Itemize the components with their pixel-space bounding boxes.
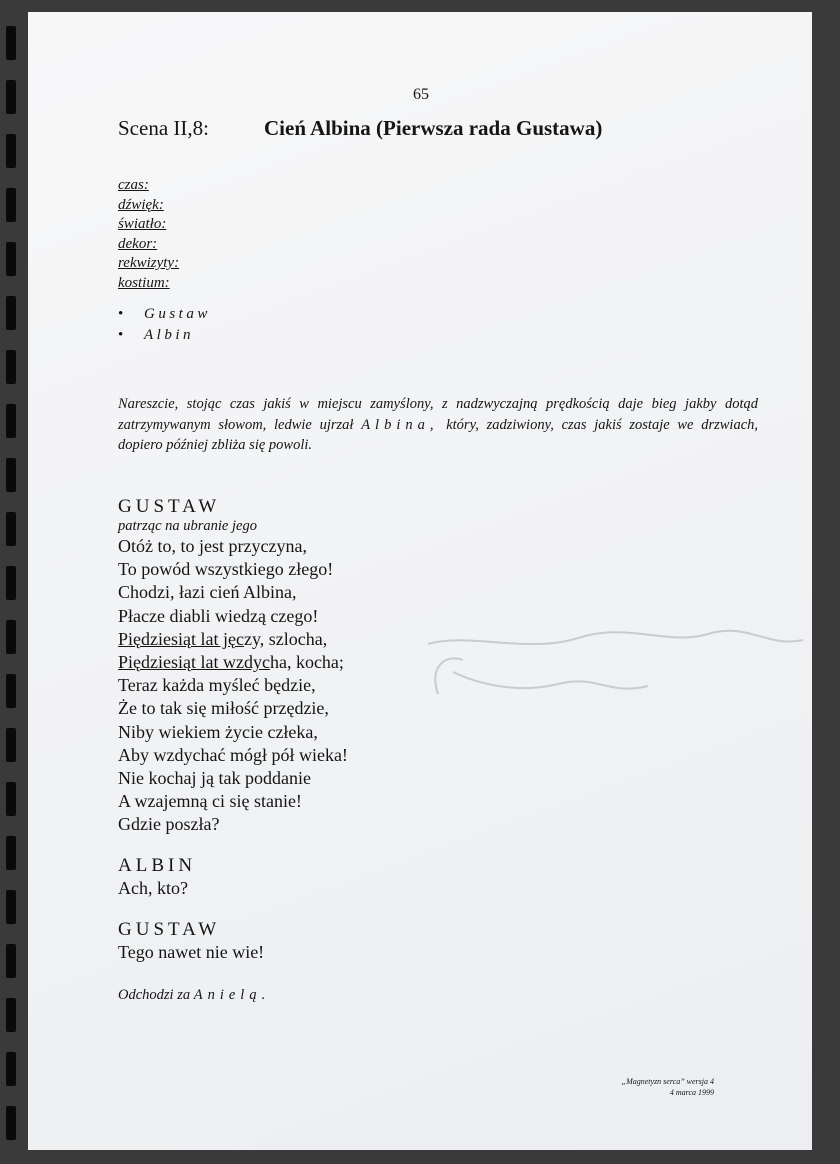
verse-line: Tego nawet nie wie! <box>118 942 265 962</box>
binding-ring <box>6 1052 16 1086</box>
spiral-binding <box>6 0 18 1164</box>
production-fields <box>118 176 179 293</box>
verse-line: Niby wiekiem życie człeka, <box>118 721 318 742</box>
verse-line: Teraz każda myśleć będzie, <box>118 675 316 696</box>
binding-ring <box>6 188 16 222</box>
character-item <box>118 325 211 346</box>
direction-name: Anielą. <box>193 987 271 1003</box>
binding-ring <box>6 674 16 708</box>
binding-ring <box>6 242 16 276</box>
verse-line: Otóż to, to jest przyczyna, <box>118 536 307 556</box>
verse-line: Aby wzdychać mógł pół wieka! <box>118 744 348 765</box>
verse-line: Piędziesiąt lat jęczy, szlocha, <box>118 628 328 649</box>
field-light: światło: <box>118 216 167 232</box>
binding-ring <box>6 836 16 870</box>
binding-ring <box>6 1106 16 1140</box>
scene-title: Cień Albina (Pierwsza rada Gustawa) <box>264 116 603 140</box>
dialogue-block <box>118 496 348 837</box>
direction-text: Nareszcie, stojąc czas jakiś w miejscu zamyślony, z nadzwyczajną prędkością daje bieg jakby dotąd zatrzymywanym słowom, ledwie ujrzał <box>118 396 758 433</box>
binding-ring <box>6 890 16 924</box>
binding-ring <box>6 350 16 384</box>
bullet-icon: • <box>118 327 124 343</box>
character-item <box>118 304 211 325</box>
binding-ring <box>6 566 16 600</box>
character-list <box>118 304 211 346</box>
binding-ring <box>6 404 16 438</box>
direction-name: Albina, <box>361 416 439 433</box>
binding-ring <box>6 782 16 816</box>
script-page <box>28 12 812 1150</box>
binding-ring <box>6 728 16 762</box>
binding-ring <box>6 296 16 330</box>
verse-line: Że to tak się miłość przędzie, <box>118 698 329 719</box>
scene-label: Scena II,8: <box>118 116 209 140</box>
speaker-name: GUSTAW <box>118 496 221 517</box>
binding-ring <box>6 620 16 654</box>
dialogue-block <box>118 855 196 900</box>
binding-ring <box>6 458 16 492</box>
version-footer <box>588 1076 714 1098</box>
intro-stage-direction <box>118 394 758 456</box>
binding-ring <box>6 26 16 60</box>
verse-line: Piędziesiąt lat wzdycha, kocha; <box>118 652 344 673</box>
verse-line: To powód wszystkiego złego! <box>118 559 334 580</box>
character-name: Gustaw <box>144 306 211 322</box>
pencil-annotation <box>408 624 808 714</box>
dialogue-block <box>118 919 264 964</box>
verse-line: Nie kochaj ją tak poddanie <box>118 768 311 789</box>
footer-date: 4 marca 1999 <box>669 1088 714 1097</box>
field-sound: dźwięk: <box>118 196 164 213</box>
speaker-name: ALBIN <box>118 855 197 876</box>
verse-line: Chodzi, łazi cień Albina, <box>118 582 297 603</box>
page-number: 65 <box>413 86 429 103</box>
verse-line: Płacze diabli wiedzą czego! <box>118 605 319 626</box>
bullet-icon: • <box>118 306 124 322</box>
footer-version: „Magnetyzn serca” wersja 4 <box>621 1077 714 1086</box>
binding-ring <box>6 134 16 168</box>
binding-ring <box>6 80 16 114</box>
speaker-name: GUSTAW <box>118 919 221 940</box>
exit-stage-direction <box>118 987 270 1004</box>
direction-text: Odchodzi za <box>118 987 191 1003</box>
binding-ring <box>6 512 16 546</box>
field-set: dekor: <box>118 235 158 252</box>
field-props: rekwizyty: <box>118 255 180 271</box>
binding-ring <box>6 944 16 978</box>
verse-line: Ach, kto? <box>118 878 188 898</box>
character-name: Albin <box>144 327 194 343</box>
direction-text: który, zadziwiony, czas jakiś zostaje we drzwiach, dopiero później zbliża się powoli. <box>118 416 759 453</box>
verse-line: A wzajemną ci się stanie! <box>118 791 302 812</box>
field-time: czas: <box>118 177 149 193</box>
binding-ring <box>6 998 16 1032</box>
verse-line: Gdzie poszła? <box>118 814 220 835</box>
field-costume: kostium: <box>118 274 170 291</box>
stage-direction: patrząc na ubranie jego <box>118 518 257 534</box>
